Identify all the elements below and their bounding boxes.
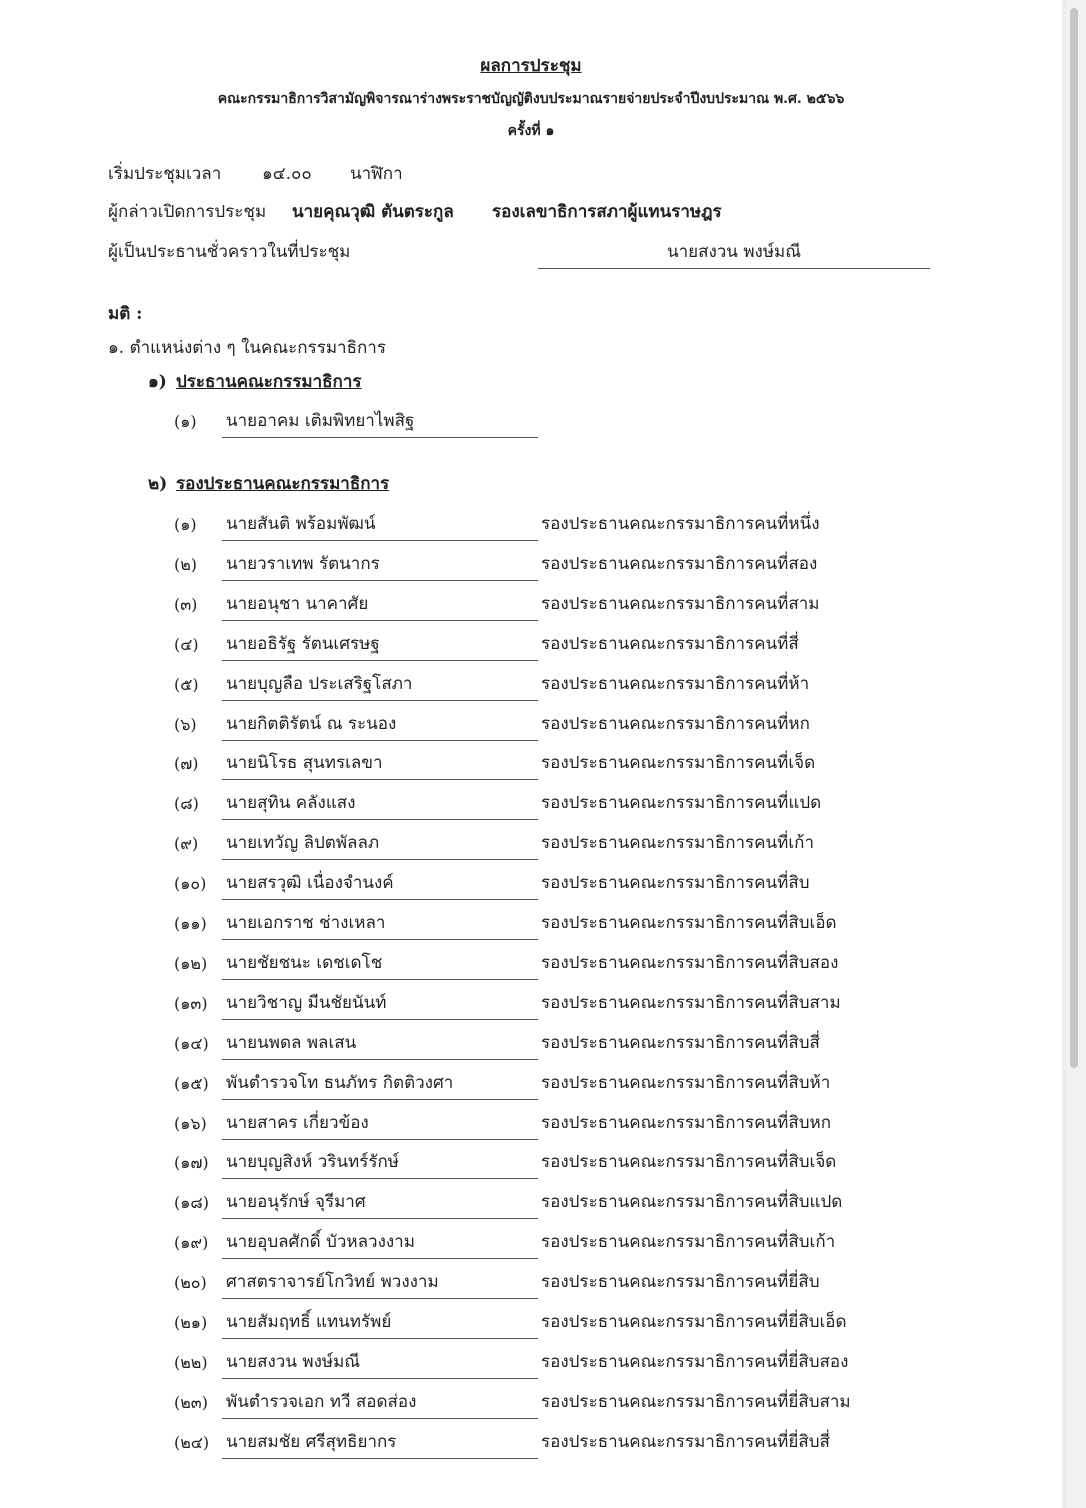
vice-chair-name: นายวิชาญ มีนชัยนันท์ xyxy=(226,993,387,1013)
vice-chair-role: รองประธานคณะกรรมาธิการคนที่เก้า xyxy=(541,833,815,853)
vice-chair-name: นายวราเทพ รัตนากร xyxy=(226,554,380,574)
document-title: ผลการประชุม xyxy=(480,56,582,76)
vice-chair-name: นายสันติ พร้อมพัฒน์ xyxy=(226,514,376,534)
vice-chair-number: (๒๑) xyxy=(174,1313,208,1332)
vice-chair-role: รองประธานคณะกรรมาธิการคนที่สิบหก xyxy=(541,1113,832,1133)
vice-chair-underline xyxy=(222,1418,538,1419)
vice-chair-name: นายนิโรธ สุนทรเลขา xyxy=(226,753,383,773)
start-label: เริ่มประชุมเวลา xyxy=(108,164,222,184)
vice-chair-name: นายสัมฤทธิ์ แทนทรัพย์ xyxy=(226,1312,392,1332)
vice-chair-number: (๘) xyxy=(174,794,199,813)
vice-chair-number: (๑๗) xyxy=(174,1153,209,1172)
vice-chair-underline xyxy=(222,1298,538,1299)
vice-chair-underline xyxy=(222,540,538,541)
vice-chair-name: นายสงวน พงษ์มณี xyxy=(226,1352,361,1372)
vice-chair-number: (๑๕) xyxy=(174,1074,209,1093)
vice-chair-number: (๒๐) xyxy=(174,1273,207,1292)
vice-chair-underline xyxy=(222,1338,538,1339)
vice-chair-role: รองประธานคณะกรรมาธิการคนที่ยี่สิบสาม xyxy=(541,1392,851,1412)
vice-chair-underline xyxy=(222,740,538,741)
vice-chair-name: นายบุญลือ ประเสริฐโสภา xyxy=(226,674,413,694)
vice-chair-number: (๕) xyxy=(174,675,199,694)
opener-label: ผู้กล่าวเปิดการประชุม xyxy=(108,202,267,222)
vice-chair-underline xyxy=(222,899,538,900)
temp-chair-underline xyxy=(538,268,930,269)
vice-chair-role: รองประธานคณะกรรมาธิการคนที่สิบห้า xyxy=(541,1073,831,1093)
vice-chair-number: (๗) xyxy=(174,754,199,773)
vice-chair-number: (๑๓) xyxy=(174,994,208,1013)
vice-chair-name: นายอนุรักษ์ จุรีมาศ xyxy=(226,1192,366,1212)
vice-chair-role: รองประธานคณะกรรมาธิการคนที่สิบสี่ xyxy=(541,1033,820,1053)
vice-chair-number: (๑๐) xyxy=(174,874,207,893)
vice-chair-underline xyxy=(222,580,538,581)
vice-chair-role: รองประธานคณะกรรมาธิการคนที่ยี่สิบสอง xyxy=(541,1352,849,1372)
vice-chair-name: นายอนุชา นาคาศัย xyxy=(226,594,369,614)
vice-chair-name: นายสาคร เกี่ยวข้อง xyxy=(226,1113,369,1133)
chair-name: นายอาคม เติมพิทยาไพสิฐ xyxy=(226,411,415,431)
vice-chair-number: (๔) xyxy=(174,635,199,654)
vice-chair-role: รองประธานคณะกรรมาธิการคนที่สิบสอง xyxy=(541,953,839,973)
vice-chair-role: รองประธานคณะกรรมาธิการคนที่สิบแปด xyxy=(541,1192,843,1212)
vice-chair-role: รองประธานคณะกรรมาธิการคนที่หนึ่ง xyxy=(541,514,820,534)
vice-chair-role: รองประธานคณะกรรมาธิการคนที่ยี่สิบสี่ xyxy=(541,1432,830,1452)
vice-chair-underline xyxy=(222,939,538,940)
vice-chair-underline xyxy=(222,700,538,701)
document-subtitle: คณะกรรมาธิการวิสามัญพิจารณาร่างพระราชบัญญัติงบประมาณรายจ่ายประจำปีงบประมาณ พ.ศ. ๒๕๖๖ xyxy=(217,91,845,107)
vice-chair-number: (๑๘) xyxy=(174,1193,209,1212)
temp-chair-label: ผู้เป็นประธานชั่วคราวในที่ประชุม xyxy=(108,242,351,262)
vice-chair-role: รองประธานคณะกรรมาธิการคนที่สิบ xyxy=(541,873,810,893)
vice-chair-role: รองประธานคณะกรรมาธิการคนที่แปด xyxy=(541,793,822,813)
vice-chair-name: นายสุทิน คลังแสง xyxy=(226,793,356,813)
vice-chair-underline xyxy=(222,620,538,621)
vice-chair-number: (๒๒) xyxy=(174,1353,208,1372)
vice-chair-underline xyxy=(222,660,538,661)
vice-chair-number: (๒) xyxy=(174,555,198,574)
vice-chair-number: (๓) xyxy=(174,595,198,614)
vertical-scrollbar[interactable] xyxy=(1066,0,1086,1508)
vice-section-number: ๒) xyxy=(148,474,168,494)
vice-chair-number: (๒๔) xyxy=(174,1433,210,1452)
vice-chair-name: นายกิตติรัตน์ ณ ระนอง xyxy=(226,714,397,734)
vice-chair-role: รองประธานคณะกรรมาธิการคนที่สอง xyxy=(541,554,818,574)
vice-chair-underline xyxy=(222,779,538,780)
vice-chair-number: (๑๒) xyxy=(174,954,208,973)
vice-chair-underline xyxy=(222,1059,538,1060)
vice-chair-role: รองประธานคณะกรรมาธิการคนที่ยี่สิบ xyxy=(541,1272,820,1292)
vice-chair-name: พันตำรวจเอก ทวี สอดส่อง xyxy=(226,1392,417,1412)
scrollbar-thumb[interactable] xyxy=(1070,8,1078,1068)
vice-chair-underline xyxy=(222,859,538,860)
vice-chair-number: (๑๙) xyxy=(174,1233,209,1252)
vice-chair-name: นายชัยชนะ เดชเดโช xyxy=(226,953,383,973)
vice-chair-underline xyxy=(222,1258,538,1259)
vice-chair-role: รองประธานคณะกรรมาธิการคนที่ห้า xyxy=(541,674,810,694)
chair-section-number: ๑) xyxy=(148,372,167,392)
chair-section-title: ประธานคณะกรรมาธิการ xyxy=(176,372,362,392)
vice-chair-role: รองประธานคณะกรรมาธิการคนที่สิบเก้า xyxy=(541,1232,836,1252)
opener-position: รองเลขาธิการสภาผู้แทนราษฎร xyxy=(492,202,722,222)
vice-chair-role: รองประธานคณะกรรมาธิการคนที่สิบเจ็ด xyxy=(541,1152,837,1172)
vice-chair-name: พันตำรวจโท ธนภัทร กิตติวงศา xyxy=(226,1073,454,1093)
vice-chair-number: (๑๖) xyxy=(174,1114,207,1133)
temp-chair-name: นายสงวน พงษ์มณี xyxy=(666,242,802,262)
vice-chair-name: นายเทวัญ ลิปตพัลลภ xyxy=(226,833,380,853)
vice-chair-underline xyxy=(222,1218,538,1219)
vice-chair-underline xyxy=(222,1099,538,1100)
time-unit: นาฬิกา xyxy=(350,164,403,184)
vice-chair-name: นายสมชัย ศรีสุทธิยากร xyxy=(226,1432,397,1452)
resolution-heading: มติ : xyxy=(108,304,143,324)
vice-chair-number: (๑๑) xyxy=(174,914,207,933)
vice-chair-role: รองประธานคณะกรรมาธิการคนที่สี่ xyxy=(541,634,799,654)
vice-chair-number: (๑๔) xyxy=(174,1034,209,1053)
session-number: ครั้งที่ ๑ xyxy=(507,123,555,139)
vice-section-title: รองประธานคณะกรรมาธิการ xyxy=(176,474,390,494)
vice-chair-underline xyxy=(222,1139,538,1140)
vice-chair-role: รองประธานคณะกรรมาธิการคนที่สาม xyxy=(541,594,820,614)
start-time: ๑๔.๐๐ xyxy=(262,164,312,184)
vice-chair-name: นายอุบลศักดิ์ บัวหลวงงาม xyxy=(226,1232,415,1252)
vice-chair-underline xyxy=(222,1019,538,1020)
vice-chair-name: นายบุญสิงห์ วรินทร์รักษ์ xyxy=(226,1152,399,1172)
vice-chair-name: ศาสตราจารย์โกวิทย์ พวงงาม xyxy=(226,1272,439,1292)
vice-chair-role: รองประธานคณะกรรมาธิการคนที่สิบสาม xyxy=(541,993,841,1013)
vice-chair-role: รองประธานคณะกรรมาธิการคนที่สิบเอ็ด xyxy=(541,913,837,933)
vice-chair-underline xyxy=(222,1458,538,1459)
chair-number: (๑) xyxy=(174,412,197,431)
vice-chair-role: รองประธานคณะกรรมาธิการคนที่ยี่สิบเอ็ด xyxy=(541,1312,847,1332)
vice-chair-underline xyxy=(222,819,538,820)
vice-chair-number: (๙) xyxy=(174,834,199,853)
opener-name: นายคุณวุฒิ ตันตระกูล xyxy=(292,202,454,222)
vice-chair-name: นายอธิรัฐ รัตนเศรษฐ xyxy=(226,634,380,654)
vice-chair-role: รองประธานคณะกรรมาธิการคนที่หก xyxy=(541,714,810,734)
vice-chair-role: รองประธานคณะกรรมาธิการคนที่เจ็ด xyxy=(541,753,816,773)
vice-chair-underline xyxy=(222,1178,538,1179)
chair-underline xyxy=(222,437,538,438)
resolution-item-1: ๑. ตำแหน่งต่าง ๆ ในคณะกรรมาธิการ xyxy=(108,338,386,358)
vice-chair-number: (๑) xyxy=(174,515,197,534)
vice-chair-underline xyxy=(222,1378,538,1379)
vice-chair-name: นายเอกราช ช่างเหลา xyxy=(226,913,386,933)
vice-chair-name: นายนพดล พลเสน xyxy=(226,1033,357,1053)
vice-chair-number: (๖) xyxy=(174,715,197,734)
vice-chair-name: นายสรวุฒิ เนื่องจำนงค์ xyxy=(226,873,394,893)
vice-chair-underline xyxy=(222,979,538,980)
vice-chair-number: (๒๓) xyxy=(174,1393,208,1412)
